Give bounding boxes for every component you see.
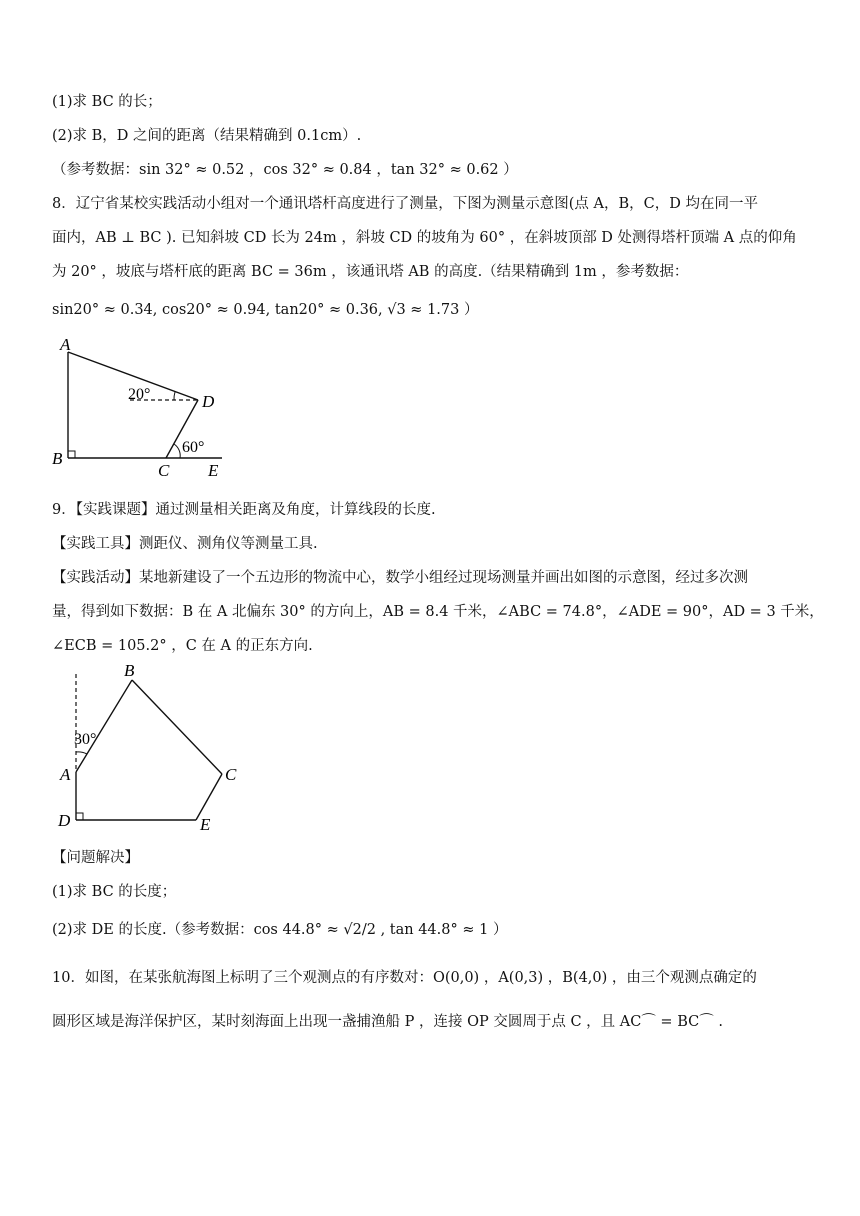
q9-label-a: A	[60, 765, 71, 784]
q10-line1: 10．如图，在某张航海图上标明了三个观测点的有序数对：O(0,0) ，A(0,3) ，B(4,0) ，由三个观测点确定的	[52, 970, 757, 986]
q8-label-e: E	[208, 461, 219, 480]
q8-label-a: A	[60, 335, 71, 354]
q9-angle-arc-30	[76, 752, 87, 754]
q9-label-e: E	[200, 815, 211, 834]
q9-part2: (2)求 DE 的长度.（参考数据：cos 44.8° ≈ √2/2 , tan 44.8° ≈ 1 ）	[52, 922, 508, 938]
q7-part1: (1)求 BC 的长；	[52, 94, 162, 110]
q9-segment-ce	[196, 774, 222, 820]
q9-line4: 量，得到如下数据：B 在 A 北偏东 30° 的方向上，AB = 8.4 千米，∠ABC = 74.8°，∠ADE = 90°，AD = 3 千米，	[52, 604, 824, 620]
q9-line5: ∠ECB = 105.2° ，C 在 A 的正东方向.	[52, 638, 313, 654]
q9-label-d: D	[58, 811, 71, 830]
q9-figure	[52, 658, 252, 838]
q7-reference-data: （参考数据：sin 32° ≈ 0.52 ，cos 32° ≈ 0.84 ，tan 32° ≈ 0.62 ）	[52, 162, 518, 178]
q8-angle-60: 60°	[182, 439, 205, 456]
q8-line2: 面内，AB ⊥ BC ). 已知斜坡 CD 长为 24m ，斜坡 CD 的坡角为 60° ，在斜坡顶部 D 处测得塔杆顶端 A 点的仰角	[52, 230, 797, 246]
q8-label-b: B	[52, 449, 63, 468]
q8-label-c: C	[158, 461, 170, 480]
q9-label-b: B	[124, 661, 135, 680]
q8-angle-arc-60	[174, 444, 180, 458]
q8-figure	[46, 332, 246, 480]
q9-angle-30: 30°	[74, 731, 97, 748]
q9-segment-ab	[76, 680, 132, 772]
q8-line1: 8．辽宁省某校实践活动小组对一个通讯塔杆高度进行了测量，下图为测量示意图(点 A，B，C，D 均在同一平	[52, 196, 758, 212]
q9-line3: 【实践活动】某地新建设了一个五边形的物流中心，数学小组经过现场测量并画出如图的示意图，经过多次测	[52, 570, 748, 586]
q9-right-angle-d	[76, 813, 83, 820]
q8-angle-20: 20°	[128, 386, 151, 403]
q7-part2: (2)求 B，D 之间的距离（结果精确到 0.1cm）.	[52, 128, 362, 144]
q9-label-c: C	[225, 765, 237, 784]
q9-line2: 【实践工具】测距仪、测角仪等测量工具.	[52, 536, 318, 552]
q8-line3: 为 20° ，坡底与塔杆底的距离 BC = 36m ，该通讯塔 AB 的高度.（结果精确到 1m ，参考数据：	[52, 264, 689, 280]
q9-solve-heading: 【问题解决】	[52, 850, 139, 866]
q10-line2: 圆形区域是海洋保护区，某时刻海面上出现一盏捕渔船 P ，连接 OP 交圆周于点 C ，且 AC⌒ = BC⌒ .	[52, 1014, 723, 1030]
q8-label-d: D	[202, 392, 215, 411]
q8-line4: sin20° ≈ 0.34, cos20° ≈ 0.94, tan20° ≈ 0.36, √3 ≈ 1.73 ）	[52, 302, 479, 318]
q9-part1: (1)求 BC 的长度；	[52, 884, 177, 900]
q8-right-angle-b	[68, 451, 75, 458]
q9-segment-bc	[132, 680, 222, 774]
q8-angle-arc-20	[174, 392, 175, 400]
q9-line1: 9．【实践课题】通过测量相关距离及角度，计算线段的长度.	[52, 502, 436, 518]
